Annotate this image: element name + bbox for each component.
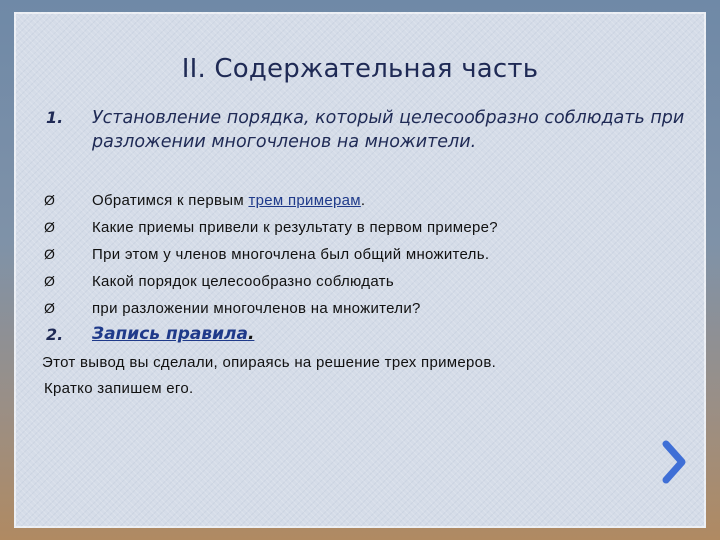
- slide-title: II. Содержательная часть: [181, 54, 539, 84]
- arrowhead-bullet-icon: Ø: [44, 192, 55, 208]
- arrowhead-bullet-icon: Ø: [44, 300, 55, 316]
- paragraph-write-briefly: Кратко запишем его.: [44, 380, 194, 397]
- rule-record-period: .: [247, 324, 255, 344]
- slide: [14, 12, 706, 528]
- arrowhead-bullet-icon: Ø: [44, 246, 55, 262]
- examples-link[interactable]: трем примерам: [248, 192, 361, 209]
- bullet-text: Какие приемы привели к результату в первом примере?: [92, 219, 498, 236]
- bullet-text-prefix: Обратимся к первым: [92, 192, 249, 209]
- arrowhead-bullet-icon: Ø: [44, 273, 55, 289]
- section-number-1: 1.: [46, 108, 64, 127]
- bullet-text: при разложении многочленов на множители?: [92, 300, 421, 317]
- rule-record-link[interactable]: [92, 324, 254, 344]
- bullet-text: [92, 192, 365, 209]
- section-number-2: 2.: [46, 325, 64, 344]
- arrowhead-bullet-icon: Ø: [44, 219, 55, 235]
- rule-record-text[interactable]: Запись правила: [92, 324, 248, 344]
- bullet-text-suffix: .: [360, 192, 366, 209]
- bullet-text: Какой порядок целесообразно соблюдать: [92, 273, 394, 290]
- bullet-text: При этом у членов многочлена был общий множитель.: [92, 246, 490, 263]
- chevron-right-icon[interactable]: [662, 440, 688, 484]
- section-heading-1: Установление порядка, который целесообразно соблюдать при разложении многочленов на множители.: [92, 108, 685, 152]
- paragraph-conclusion: Этот вывод вы сделали, опираясь на решение трех примеров.: [42, 354, 497, 371]
